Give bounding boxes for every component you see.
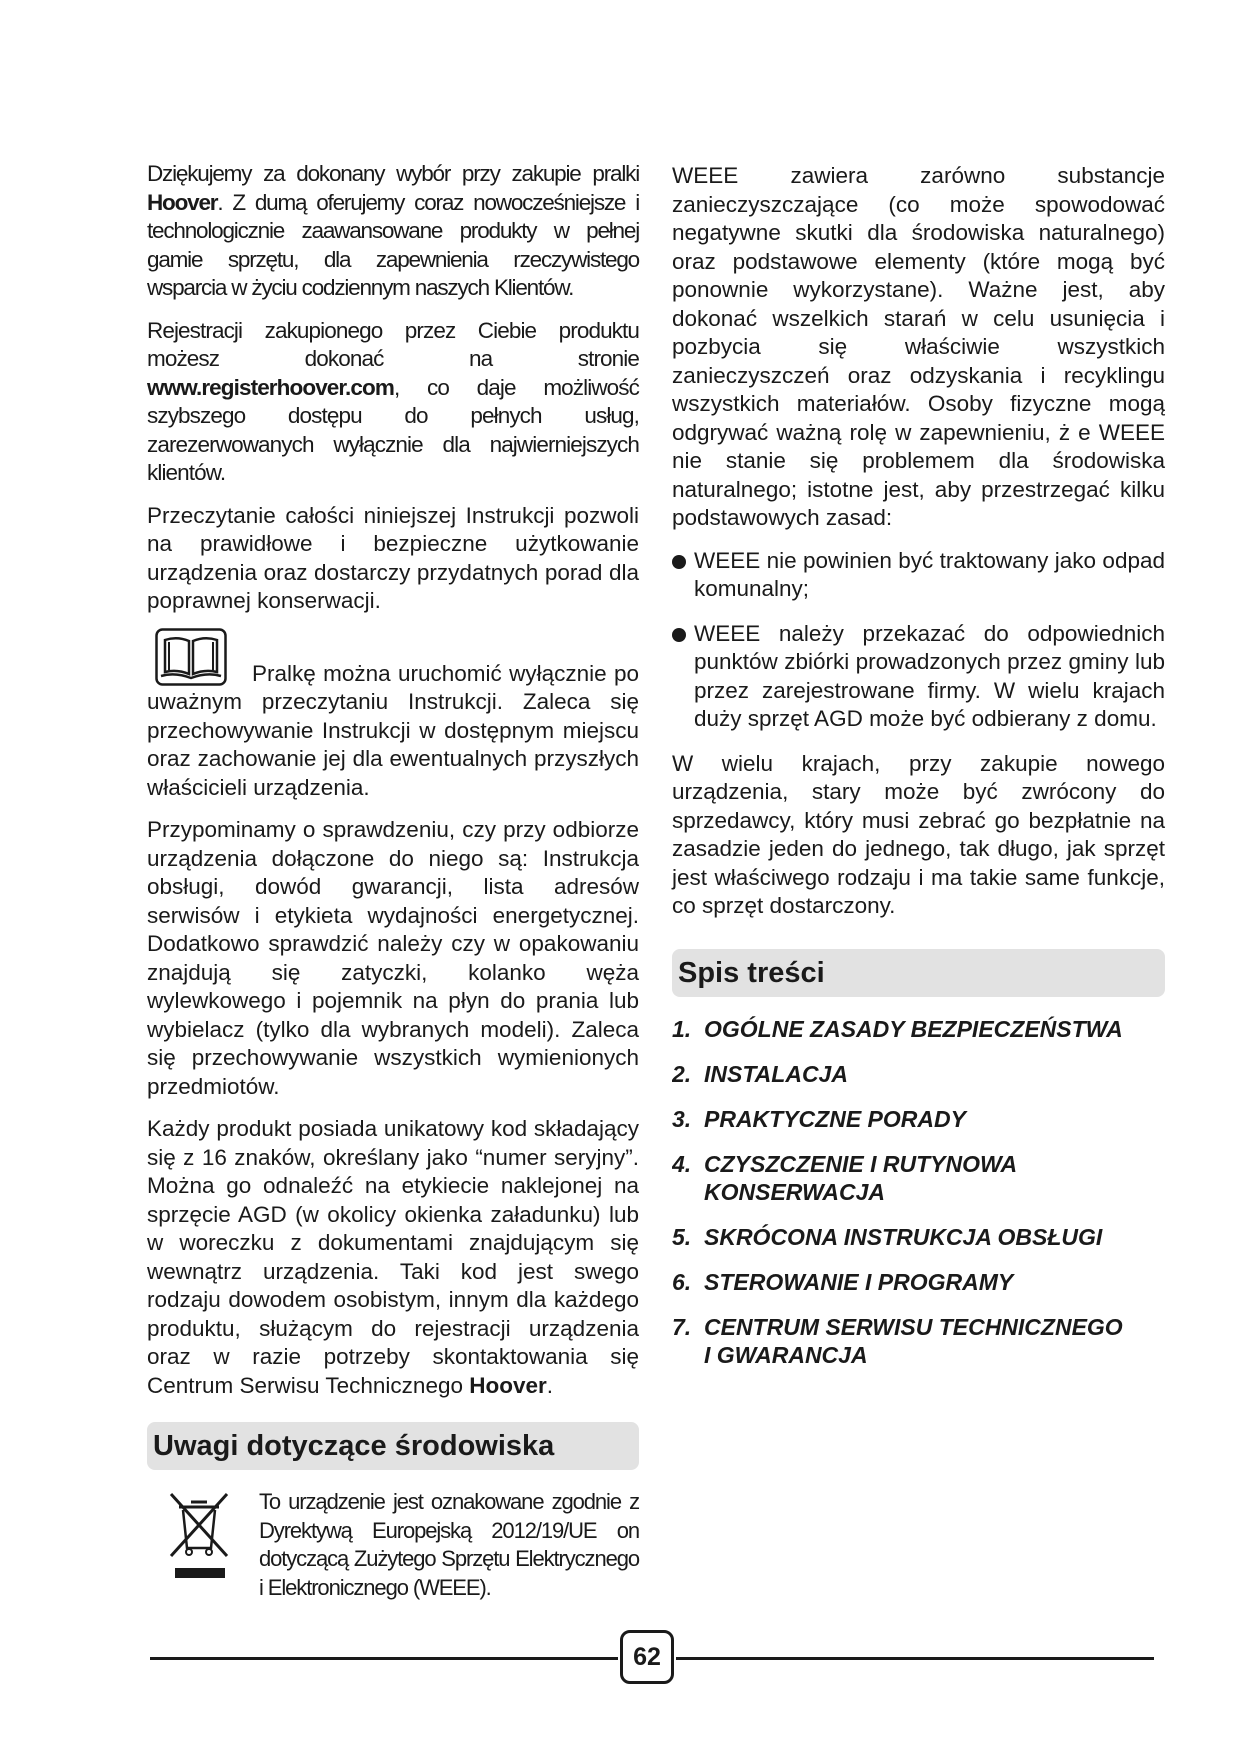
crossed-out-bin-icon [169,1490,229,1580]
toc-item-7[interactable]: 7. CENTRUM SERWISU TECHNICZNEGO I GWARANCJA [672,1313,1123,1368]
brand-name: Hoover [469,1372,547,1398]
page-number: 62 [620,1630,674,1684]
left-column [147,160,639,1616]
toc-item-4[interactable]: 4. CZYSZCZENIE I RUTYNOWA KONSERWACJA [672,1150,1018,1205]
footer-rule-left [150,1657,618,1660]
toc-item-1[interactable]: 1. OGÓLNE ZASADY BEZPIECZEŃSTWA [672,1015,1123,1042]
toc-item-6[interactable]: 6. STEROWANIE I PROGRAMY [672,1268,1014,1295]
register-url: www.registerhoover.com [147,374,394,400]
table-of-contents [672,1015,1165,1369]
toc-item-5[interactable]: 5. SKRÓCONA INSTRUKCJA OBSŁUGI [672,1223,1103,1250]
toc-item-2[interactable]: 2. INSTALACJA [672,1060,848,1087]
list-item: WEEE nie powinien być traktowany jako odpad komunalny; [672,547,1165,604]
open-book-icon [155,628,227,686]
serial-number-paragraph: Każdy produkt posiada unikatowy kod składający się z 16 znaków, określany jako “numer seryjny”. Można go odnaleźć na etykiecie naklejonej na sprzęcie AGD (w okolicy okienka załadunku) lub w woreczku z dokumentami znajdującym się wewnątrz urządzenia. Taki kod jest swego rodzaju dowodem osobistym, innym dla każdego produktu, służącym do rejestracji urządzenia oraz w razie potrzeby skontaktowania się Centrum Serwisu Technicznego Hoover. [147,1116,639,1398]
take-back-paragraph: W wielu krajach, przy zakupie nowego urządzenia, stary może być zwrócony do sprzedawcy, który musi zebrać go bezpłatnie na zasadzie jeden do jednego, tak długo, jak sprzęt jest właściwego rodzaju i ma takie same funkcje, co sprzęt dostarczony. [672,750,1165,918]
read-manual-paragraph: Przeczytanie całości niniejszej Instrukcji pozwoli na prawidłowe i bezpieczne użytkowanie urządzenia oraz dostarczy przydatnych porad dla poprawnej konserwacji. [147,502,639,613]
weee-paragraph: WEEE zawiera zarówno substancje zanieczyszczające (co może spowodować negatywne skutki dla środowiska naturalnego) oraz podstawowe elementy (które mogą być ponownie wykorzystane). Ważne jest, aby dokonać wszelkich starań w celu usunięcia i pozbycia się właściwie wszystkich zanieczyszczeń oraz odzyskania i recyklingu wszystkich materiałów. Osoby fizyczne mogą odgrywać ważną rolę w zapewnieniu, ż e WEEE nie stanie się problemem dla środowiska naturalnego; istotne jest, aby przestrzegać kilku podstawowych zasad: [672,163,1165,530]
list-item: WEEE należy przekazać do odpowiednich punktów zbiórki prowadzonych przez gminy lub przez zarejestrowane firmy. W wielu krajach duży sprzęt AGD może być odbierany z domu. [672,620,1165,734]
toc-heading: Spis treści [672,949,1165,997]
footer-rule-right [676,1657,1154,1660]
registration-paragraph: Rejestracji zakupionego przez Ciebie produktu możesz dokonać na stronie www.registerhoover.com, co daje możliwość szybszego dostępu do pełnych usług, zarezerwowanych wyłącznie dla najwierniejszych klientów. [147,317,639,485]
intro-paragraph: Dziękujemy za dokonany wybór przy zakupie pralki Hoover. Z dumą oferujemy coraz nowocześniejsze i technologicznie zaawansowane produkty w pełnej gamie sprzętu, dla zapewnienia rzeczywistego wsparcia w życiu codziennym naszych Klientów. [147,161,639,300]
environment-heading: Uwagi dotyczące środowiska [147,1422,639,1470]
read-manual-notice-text: Pralkę można uruchomić wyłącznie po uważnym przeczytaniu Instrukcji. Zaleca się przechowywanie Instrukcji w dostępnym miejscu oraz zachowanie jej dla ewentualnych przyszłych właścicieli urządzenia. [147,660,639,800]
weee-directive-text: To urządzenie jest oznakowane zgodnie z Dyrektywą Europejską 2012/19/UE on dotyczącą Zużytego Sprzętu Elektrycznego i Elektronicznego (WEEE). [259,1489,639,1600]
weee-rules-list [672,547,1165,734]
package-contents-paragraph: Przypominamy o sprawdzeniu, czy przy odbiorze urządzenia dołączone do niego są: Instrukcja obsługi, dowód gwarancji, lista adresów serwisów i etykieta wydajności energetycznej. Dodatkowo sprawdzić należy czy w opakowaniu znajdują się zatyczki, kolanko węża wylewkowego i pojemnik na płyn do prania lub wybielacz (tylko dla wybranych modeli). Zaleca się przechowywanie wszystkich wymienionych przedmiotów. [147,817,639,1099]
right-column [672,162,1165,1386]
read-manual-notice [147,630,639,803]
weee-notice [147,1488,639,1602]
brand-name: Hoover [147,189,218,215]
toc-item-3[interactable]: 3. PRAKTYCZNE PORADY [672,1105,966,1132]
